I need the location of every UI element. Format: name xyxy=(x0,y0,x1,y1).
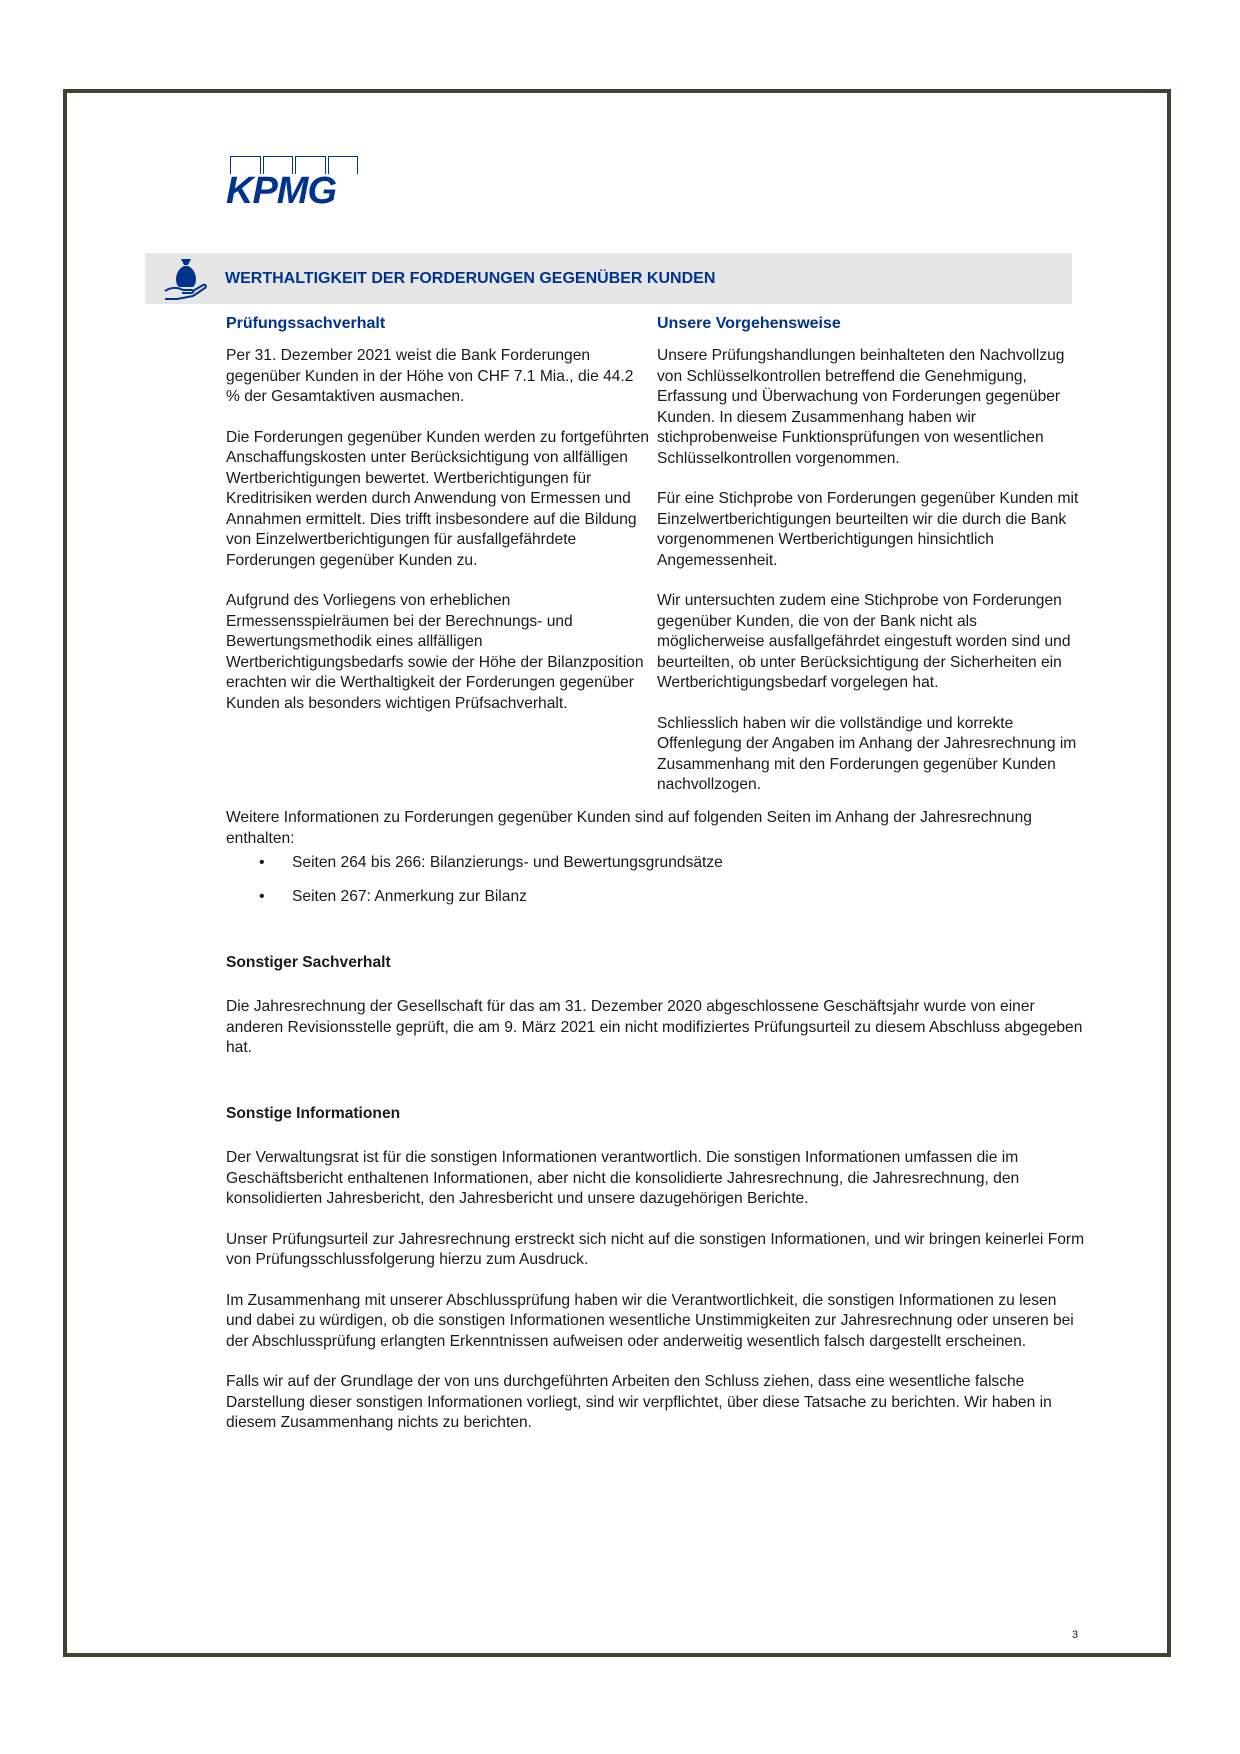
section-title: WERTHALTIGKEIT DER FORDERUNGEN GEGENÜBER KUNDEN xyxy=(225,270,716,287)
other-info-paragraph: Der Verwaltungsrat ist für die sonstigen Informationen verantwortlich. Die sonstigen Informationen umfassen die im Geschäftsbericht enthaltenen Informationen, aber nicht die konsolidierte Jahresrechnung, die Jahresrechnung, den konsolidierten Jahresbericht, den Jahresbericht und unsere dazugehörigen Berichte. xyxy=(226,1149,1020,1207)
other-info-paragraph: Im Zusammenhang mit unserer Abschlussprüfung haben wir die Verantwortlichkeit, die sonstigen Informationen zu lesen und dabei zu würdigen, ob die sonstigen Informationen wesentliche Unstimmigkeiten zur Jahresrechnung oder unseren bei der Abschlussprüfung erlangten Erkenntnissen aufweisen oder anderweitig wesentlich falsch dargestellt erscheinen. xyxy=(226,1291,1074,1350)
other-information-heading: Sonstige Informationen xyxy=(226,1105,401,1122)
left-column-heading: Prüfungssachverhalt xyxy=(226,315,386,332)
right-column xyxy=(657,314,1081,816)
right-paragraph: Wir untersuchten zudem eine Stichprobe von Forderungen gegenüber Kunden, die von der Bank nicht als möglicherweise ausfallgefährdet eingestuft worden sind und beurteilten, ob unter Berücksichtigung der Sicherheiten ein Wertberichtigungsbedarf vorgelegen hat. xyxy=(657,592,1071,691)
right-paragraph: Schliesslich haben wir die vollständige und korrekte Offenlegung der Angaben im Anhang der Jahresrechnung im Zusammenhang mit den Forderungen gegenüber Kunden nachvollzogen. xyxy=(657,714,1077,793)
right-paragraph: Für eine Stichprobe von Forderungen gegenüber Kunden mit Einzelwertberichtigungen beurteilten wir die durch die Bank vorgenommenen Wertberichtigungen hinsichtlich Angemessenheit. xyxy=(657,490,1079,569)
left-paragraph: Aufgrund des Vorliegens von erheblichen Ermessensspielräumen bei der Berechnungs- und Bewertungsmethodik eines allfälligen Wertberichtigungsbedarfs sowie der Höhe der Bilanzposition erachten wir die Werthaltigkeit der Forderungen gegenüber Kunden als besonders wichtigen Prüfsachverhalt. xyxy=(226,592,644,712)
other-matter-text: Die Jahresrechnung der Gesellschaft für das am 31. Dezember 2020 abgeschlossene Geschäftsjahr wurde von einer anderen Revisionsstelle geprüft, die am 9. März 2021 ein nicht modifiziertes Prüfungsurteil zu diesem Abschluss abgegeben hat. xyxy=(226,998,1083,1056)
reference-list xyxy=(226,853,1086,921)
left-column xyxy=(226,314,650,734)
left-paragraph: Die Forderungen gegenüber Kunden werden zu fortgeführten Anschaffungskosten unter Berücksichtigung von allfälligen Wertberichtigungen bewertet. Wertberichtigungen für Kreditrisiken werden durch Anwendung von Ermessen und Annahmen ermittelt. Dies trifft insbesondere auf die Bildung von Einzelwertberichtigungen für ausfallgefährdete Forderungen gegenüber Kunden zu. xyxy=(226,428,650,569)
further-info xyxy=(226,808,1086,921)
other-matter-section xyxy=(226,953,1086,1079)
list-item: • Seiten 264 bis 266: Bilanzierungs- und Bewertungsgrundsätze xyxy=(226,853,1086,887)
list-item: • Seiten 267: Anmerkung zur Bilanz xyxy=(226,887,1086,921)
right-paragraph: Unsere Prüfungshandlungen beinhalteten den Nachvollzug von Schlüsselkontrollen betreffend die Genehmigung, Erfassung und Überwachung von Forderungen gegenüber Kunden. In diesem Zusammenhang haben wir stichprobenweise Funktionsprüfungen von wesentlichen Schlüsselkontrollen vorgenommen. xyxy=(657,347,1065,467)
other-information-section xyxy=(226,1104,1086,1454)
other-info-paragraph: Falls wir auf der Grundlage der von uns durchgeführten Arbeiten den Schluss ziehen, dass eine wesentliche falsche Darstellung dieser sonstigen Informationen vorliegt, sind wir verpflichtet, über diese Tatsache zu berichten. Wir haben in diesem Zusammenhang nichts zu berichten. xyxy=(226,1373,1052,1431)
further-info-intro: Weitere Informationen zu Forderungen gegenüber Kunden sind auf folgenden Seiten im Anhang der Jahresrechnung enthalten: xyxy=(226,809,1032,847)
money-bag-hand-icon xyxy=(163,255,207,303)
left-paragraph: Per 31. Dezember 2021 weist die Bank Forderungen gegenüber Kunden in der Höhe von CHF 7.1 Mia., die 44.2 % der Gesamtaktiven ausmachen. xyxy=(226,347,634,405)
logo-wordmark: KPMG xyxy=(226,170,336,212)
right-column-heading: Unsere Vorgehensweise xyxy=(657,315,841,332)
section-header-bar xyxy=(145,253,1072,304)
other-info-paragraph: Unser Prüfungsurteil zur Jahresrechnung erstreckt sich nicht auf die sonstigen Informationen, und wir bringen keinerlei Form von Prüfungsschlussfolgerung hierzu zum Ausdruck. xyxy=(226,1230,1085,1268)
other-matter-heading: Sonstiger Sachverhalt xyxy=(226,954,391,971)
page-number: 3 xyxy=(1072,1629,1079,1641)
kpmg-logo xyxy=(226,156,358,210)
